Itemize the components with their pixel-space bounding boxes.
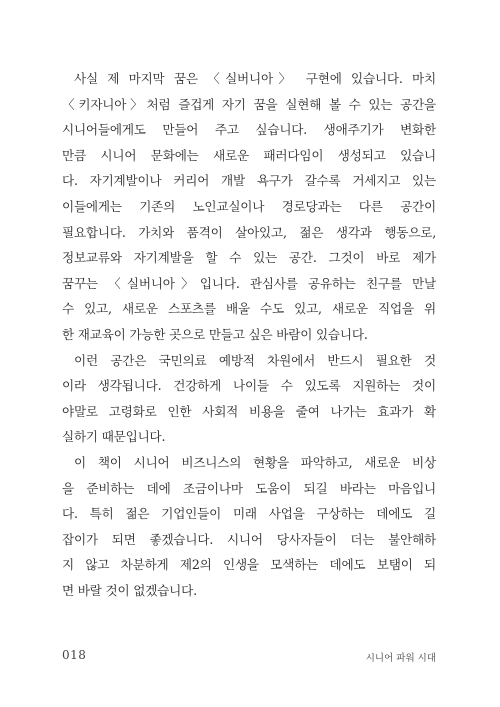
- text-line: 꿈꾸는 〈실버니아〉입니다. 관심사를 공유하는 친구를 만날: [62, 275, 436, 291]
- page-number: 018: [62, 648, 87, 662]
- text-line: 정보교류와 자기계발을 할 수 있는 공간. 그것이 바로 제가: [62, 250, 436, 266]
- text-line: 이런 공간은 국민의료 예방적 차원에서 반드시 필요한 것: [74, 352, 436, 368]
- text-line: 이 책이 시니어 비즈니스의 현황을 파악하고, 새로운 비상: [74, 454, 436, 470]
- paragraph-1: [62, 66, 436, 348]
- text-line: 〈키자니아〉처럼 즐겁게 자기 꿈을 실현해 볼 수 있는 공간을: [62, 96, 436, 112]
- text-line: 필요합니다. 가치와 품격이 살아있고, 젊은 생각과 행동으로,: [62, 224, 436, 240]
- text-line: 야말로 고령화로 인한 사회적 비용을 줄여 나가는 효과가 확: [62, 403, 436, 419]
- text-line: 실하기 때문입니다.: [62, 429, 166, 445]
- paragraph-3: [62, 450, 436, 604]
- text-line: 사실 제 마지막 꿈은 〈실버니아〉 구현에 있습니다. 마치: [74, 71, 436, 86]
- text-line: 이라 생각됩니다. 건강하게 나이들 수 있도록 지원하는 것이: [62, 378, 436, 394]
- text-line: 수 있고, 새로운 스포츠를 배울 수도 있고, 새로운 직업을 위: [62, 301, 436, 317]
- text-line: 다. 특히 젊은 기업인들이 미래 사업을 구상하는 데에도 길: [62, 506, 436, 522]
- text-line: 잡이가 되면 좋겠습니다. 시니어 당사자들이 더는 불안해하: [62, 531, 436, 547]
- text-line: 지 않고 차분하게 제2의 인생을 모색하는 데에도 보탬이 되: [62, 557, 436, 573]
- text-line: 면 바랄 것이 없겠습니다.: [62, 582, 197, 598]
- text-line: 시니어들에게도 만들어 주고 싶습니다. 생애주기가 변화한: [62, 122, 436, 138]
- text-line: 이들에게는 기존의 노인교실이나 경로당과는 다른 공간이: [62, 198, 436, 214]
- text-line: 을 준비하는 데에 조금이나마 도움이 되길 바라는 마음입니: [62, 480, 436, 496]
- text-line: 한 재교육이 가능한 곳으로 만들고 싶은 바람이 있습니다.: [62, 326, 368, 342]
- paragraph-2: [62, 348, 436, 450]
- text-line: 다. 자기계발이나 커리어 개발 욕구가 갈수록 거세지고 있는: [62, 173, 436, 189]
- text-line: 만큼 시니어 문화에는 새로운 패러다임이 생성되고 있습니: [62, 147, 436, 163]
- body-text: [62, 66, 436, 603]
- running-title: 시니어 파워 시대: [365, 653, 436, 664]
